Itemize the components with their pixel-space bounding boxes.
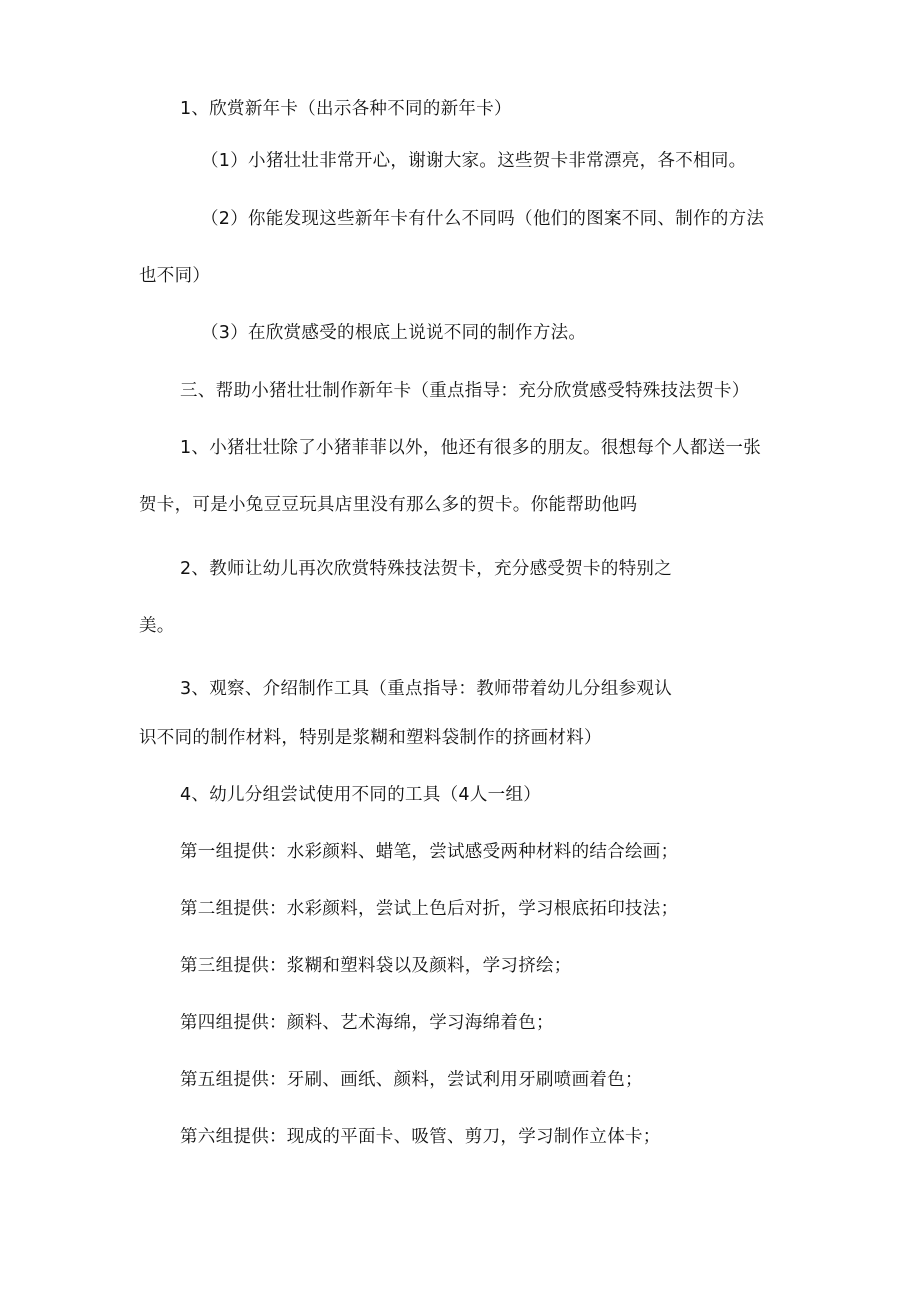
group-item: 第六组提供：现成的平面卡、吸管、剪刀，学习制作立体卡； <box>180 1127 661 1147</box>
text-line: 贺卡，可是小兔豆豆玩具店里没有那么多的贺卡。你能帮助他吗 <box>139 495 638 515</box>
text-line: 也不同） <box>139 266 211 286</box>
text-line: 2、教师让幼儿再次欣赏特殊技法贺卡，充分感受贺卡的特别之 <box>180 559 673 579</box>
section-heading: 三、帮助小猪壮壮制作新年卡（重点指导：充分欣赏感受特殊技法贺卡） <box>180 381 750 401</box>
group-item: 第四组提供：颜料、艺术海绵，学习海绵着色； <box>180 1013 554 1033</box>
group-item: 第五组提供：牙刷、画纸、颜料，尝试利用牙刷喷画着色； <box>180 1070 643 1090</box>
text-line: 1、欣赏新年卡（出示各种不同的新年卡） <box>180 99 512 119</box>
text-line: （1）小猪壮壮非常开心，谢谢大家。这些贺卡非常漂亮，各不相同。 <box>201 151 747 171</box>
text-line: 识不同的制作材料，特别是浆糊和塑料袋制作的挤画材料） <box>139 728 602 748</box>
group-item: 第三组提供：浆糊和塑料袋以及颜料，学习挤绘； <box>180 956 572 976</box>
text-line: 4、幼儿分组尝试使用不同的工具（4人一组） <box>180 785 542 805</box>
text-line: 3、观察、介绍制作工具（重点指导：教师带着幼儿分组参观认 <box>180 679 673 699</box>
group-item: 第一组提供：水彩颜料、蜡笔，尝试感受两种材料的结合绘画； <box>180 842 679 862</box>
text-line: （3）在欣赏感受的根底上说说不同的制作方法。 <box>201 323 587 343</box>
text-line: 1、小猪壮壮除了小猪菲菲以外，他还有很多的朋友。很想每个人都送一张 <box>180 438 762 458</box>
text-line: 美。 <box>139 616 175 636</box>
text-line: （2）你能发现这些新年卡有什么不同吗（他们的图案不同、制作的方法 <box>201 209 765 229</box>
group-item: 第二组提供：水彩颜料，尝试上色后对折，学习根底拓印技法； <box>180 899 679 919</box>
